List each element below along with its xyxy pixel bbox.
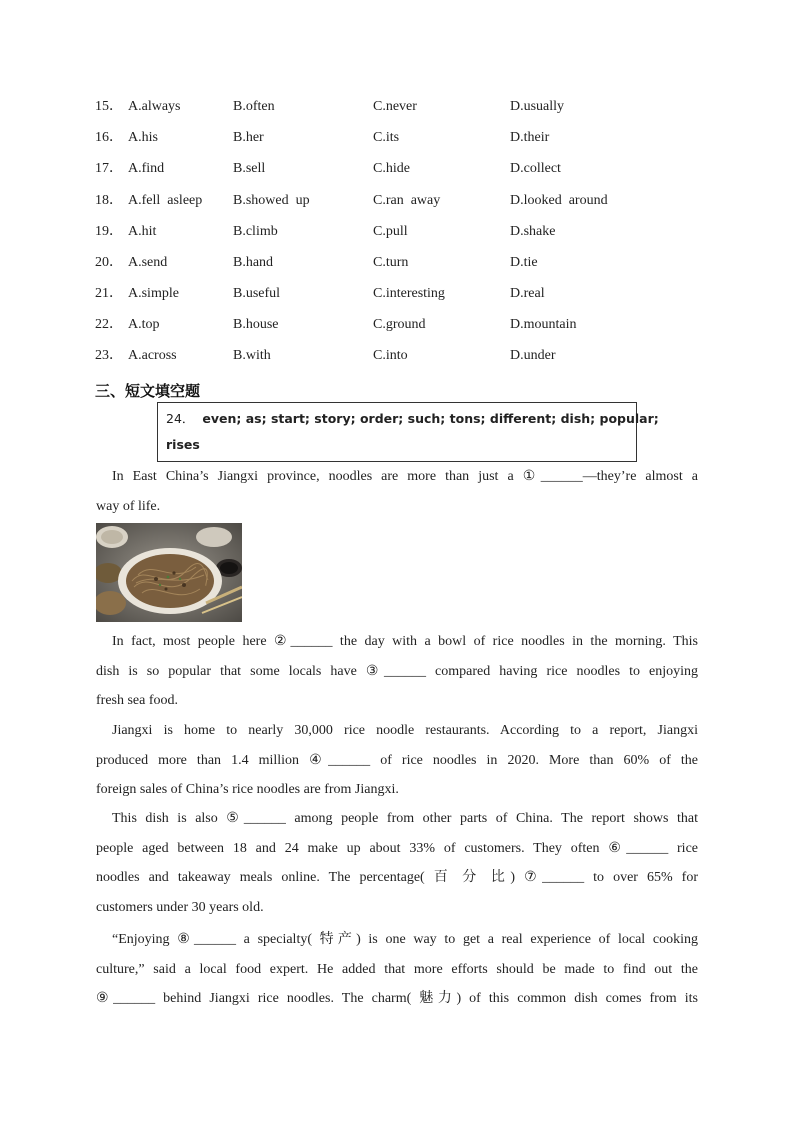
option-a: A.hit	[128, 224, 157, 239]
option-b: B.her	[233, 130, 264, 145]
text-line: people aged between 18 and 24 make up about 33% of customers. They often ⑥______ rice	[96, 840, 698, 856]
option-c: C.never	[373, 99, 417, 114]
option-b: B.climb	[233, 224, 278, 239]
question-number: 19．	[95, 224, 123, 239]
word-bank-box	[157, 402, 659, 462]
option-b: B.useful	[233, 286, 281, 301]
option-d: D.mountain	[510, 317, 577, 332]
text-line: “Enjoying ⑧______ a specialty( 特产) is one way to get a real experience of local cooking	[112, 932, 698, 947]
question-number: 18．	[95, 193, 123, 208]
option-d: D.under	[510, 348, 556, 363]
option-b: B.sell	[233, 161, 266, 176]
question-number: 22．	[95, 317, 123, 332]
option-b: B.showed up	[233, 193, 310, 208]
option-c: C.interesting	[373, 286, 445, 301]
text-line: This dish is also ⑤______ among people from other parts of China. The report shows that	[112, 811, 698, 826]
text-line: dish is so popular that some locals have ③______ compared having rice noodles to enjoying	[96, 663, 698, 679]
question-number: 16．	[95, 130, 123, 145]
option-a: A.simple	[128, 286, 179, 301]
option-d: D.their	[510, 130, 550, 145]
paragraph-3	[96, 716, 698, 805]
option-a: A.always	[128, 99, 181, 114]
question-number: 24．	[166, 411, 195, 426]
option-c: C.ran away	[373, 193, 441, 208]
text-line: In East China’s Jiangxi province, noodles are more than just a ①______—they’re almost a	[112, 469, 698, 484]
text-line: customers under 30 years old.	[96, 899, 264, 915]
text-line: culture,” said a local food expert. He added that more efforts should be made to find out the	[96, 961, 698, 977]
paragraph-2	[96, 627, 698, 716]
option-b: B.hand	[233, 255, 274, 270]
question-number: 20．	[95, 255, 123, 270]
question-number: 17．	[95, 161, 123, 176]
section-title: 三、短文填空题	[95, 382, 201, 400]
option-c: C.its	[373, 130, 400, 145]
question-number: 15．	[95, 99, 123, 114]
option-d: D.looked around	[510, 193, 608, 208]
option-d: D.usually	[510, 99, 565, 114]
text-line: noodles and takeaway meals online. The percentage( 百 分 比) ⑦______ to over 65% for	[96, 870, 698, 885]
word-bank-words: even; as; start; story; order; such; tons; different; dish; popular;	[202, 411, 659, 426]
option-c: C.pull	[373, 224, 408, 239]
rice-noodles-photo	[96, 523, 242, 622]
option-d: D.collect	[510, 161, 561, 176]
option-a: A.fell asleep	[128, 193, 203, 208]
option-d: D.tie	[510, 255, 538, 270]
text-line: foreign sales of China’s rice noodles are from Jiangxi.	[96, 782, 399, 797]
word-bank-words-cont: rises	[166, 437, 200, 452]
option-a: A.across	[128, 348, 177, 363]
option-d: D.real	[510, 286, 545, 301]
rice-noodles-image	[96, 523, 242, 622]
paragraph-5	[96, 925, 698, 1014]
option-c: C.ground	[373, 317, 426, 332]
option-c: C.into	[373, 348, 408, 363]
paragraph-4	[96, 804, 698, 922]
text-line: Jiangxi is home to nearly 30,000 rice noodle restaurants. According to a report, Jiangxi	[112, 723, 698, 738]
option-b: B.house	[233, 317, 279, 332]
question-number: 21．	[95, 286, 123, 301]
option-a: A.top	[128, 317, 160, 332]
option-a: A.send	[128, 255, 168, 270]
text-line: fresh sea food.	[96, 693, 179, 708]
option-a: A.find	[128, 161, 165, 176]
option-c: C.hide	[373, 161, 410, 176]
option-d: D.shake	[510, 224, 556, 239]
option-b: B.with	[233, 348, 271, 363]
text-line: ⑨______ behind Jiangxi rice noodles. The charm( 魅力) of this common dish comes from its	[96, 991, 698, 1006]
word-bank-line-2	[166, 432, 628, 458]
option-c: C.turn	[373, 255, 409, 270]
text-line: In fact, most people here ②______ the day with a bowl of rice noodles in the morning. This	[112, 634, 698, 649]
option-b: B.often	[233, 99, 275, 114]
question-number: 23．	[95, 348, 123, 363]
text-line: produced more than 1.4 million ④______ of rice noodles in 2020. More than 60% of the	[96, 752, 698, 768]
paragraph-1	[96, 462, 698, 521]
word-bank-line-1	[166, 406, 659, 432]
option-a: A.his	[128, 130, 158, 145]
text-line: way of life.	[96, 498, 161, 514]
